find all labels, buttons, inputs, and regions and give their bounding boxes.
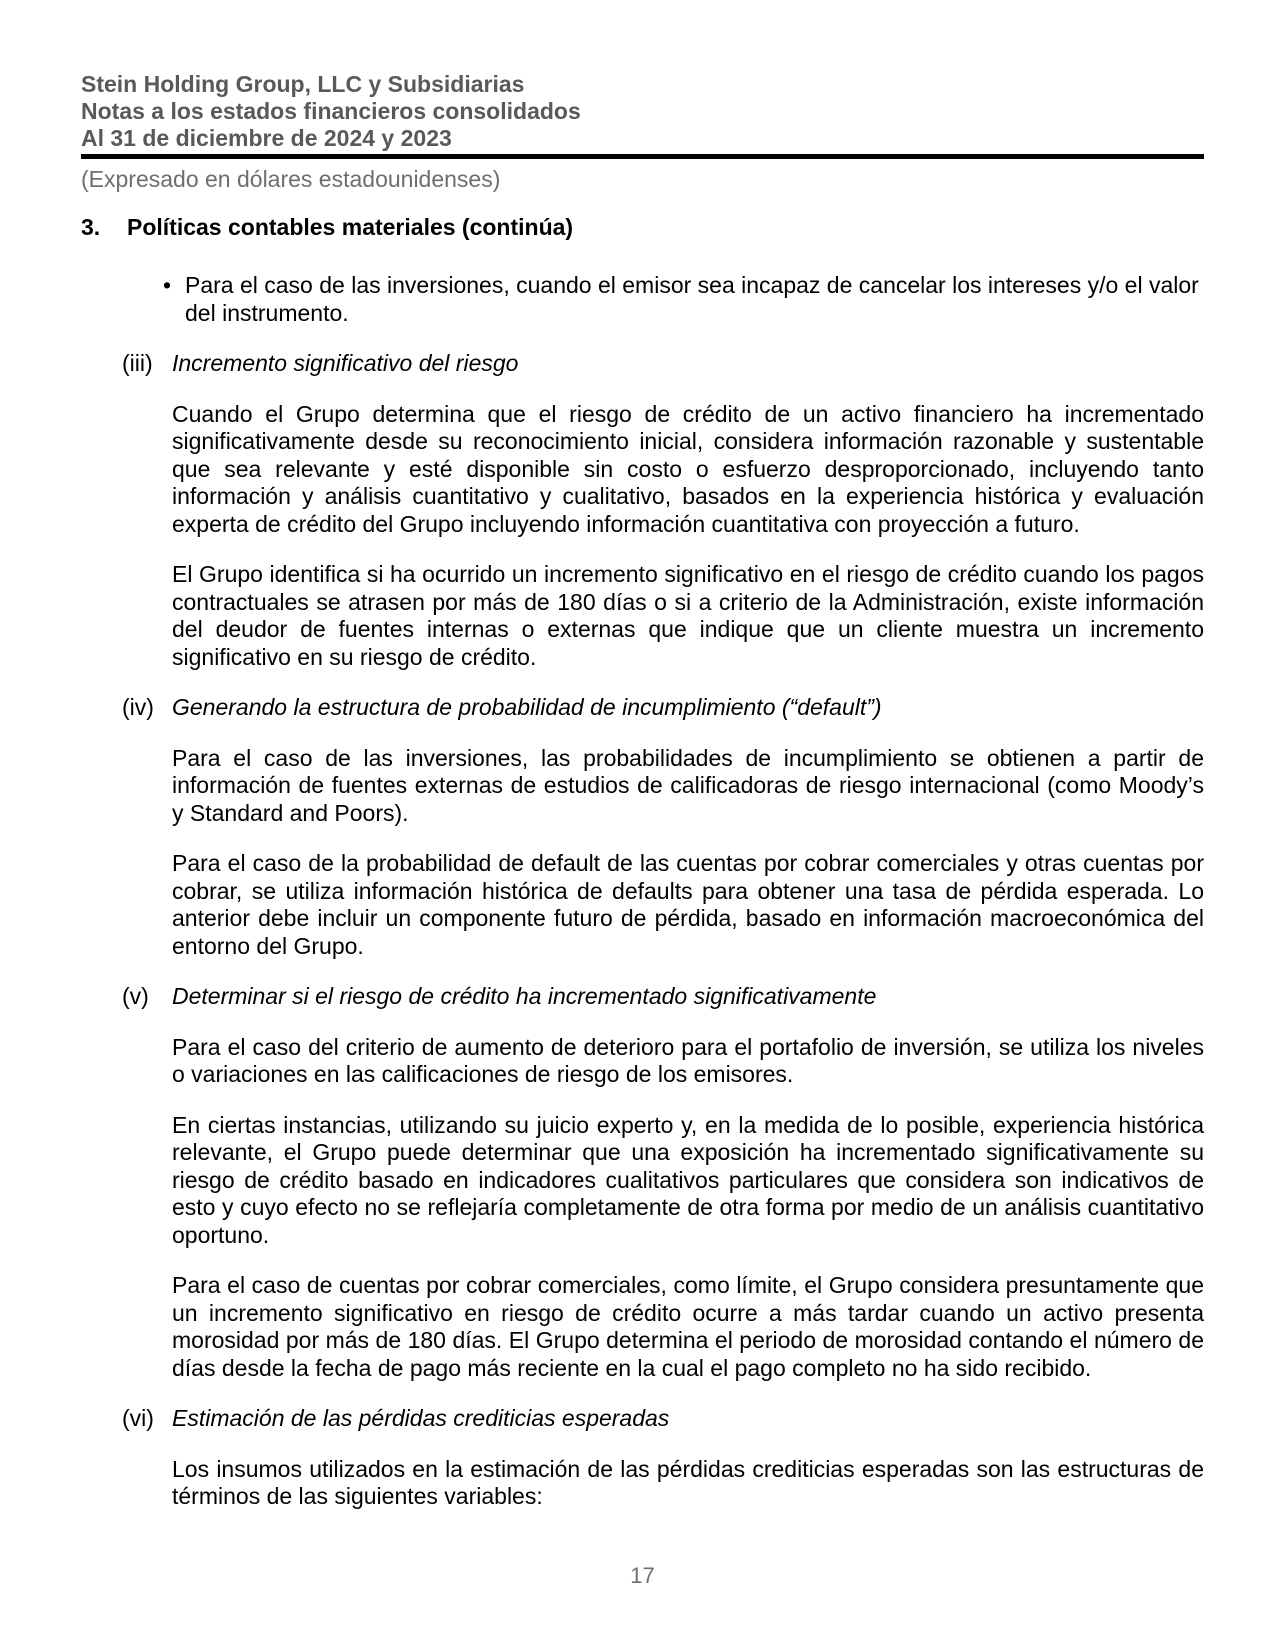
subsection-label: (v) — [122, 983, 149, 1009]
subsection-iv — [81, 694, 1204, 960]
bullet-icon: • — [163, 272, 172, 298]
header-rule — [81, 154, 1204, 159]
page-number: 17 — [630, 1563, 655, 1588]
subsection-title: Determinar si el riesgo de crédito ha incrementado significativamente — [172, 983, 877, 1009]
subsection-title: Incremento significativo del riesgo — [172, 350, 519, 376]
subsection-iii — [81, 350, 1204, 671]
paragraph: Los insumos utilizados en la estimación de las pérdidas crediticias esperadas son las estructuras de términos de las siguientes variables: — [172, 1455, 1204, 1509]
paragraph: Para el caso del criterio de aumento de deterioro para el portafolio de inversión, se utiliza los niveles o variaciones en las calificaciones de riesgo de los emisores. — [172, 1033, 1204, 1087]
paragraph: Para el caso de cuentas por cobrar comerciales, como límite, el Grupo considera presuntamente que un incremento significativo en riesgo de crédito ocurre a más tardar cuando un activo presenta morosidad por más de 180 días. El Grupo determina el periodo de morosidad contando el número de días desde la fecha de pago más reciente en la cual el pago completo no ha sido recibido. — [172, 1272, 1204, 1381]
subsection-heading — [122, 694, 1204, 722]
company-name: Stein Holding Group, LLC y Subsidiarias — [81, 71, 525, 97]
paragraph: Para el caso de las inversiones, las probabilidades de incumplimiento se obtienen a partir de información de fuentes externas de estudios de calificadoras de riesgo internacional (como Moody’s y Standard and Poors). — [172, 744, 1204, 826]
subsection-label: (iv) — [122, 694, 154, 720]
subsection-heading — [122, 983, 1204, 1011]
subsection-title: Generando la estructura de probabilidad de incumplimiento (“default”) — [172, 694, 882, 720]
paragraph: Para el caso de la probabilidad de default de las cuentas por cobrar comerciales y otras cuentas por cobrar, se utiliza información histórica de defaults para obtener una tasa de pérdida esperada. Lo anterior debe incluir un componente futuro de pérdida, basado en información macroeconómica del entorno del Grupo. — [172, 850, 1204, 959]
currency-note: (Expresado en dólares estadounidenses) — [81, 166, 501, 192]
subsection-label: (iii) — [122, 350, 153, 376]
subsection-label: (vi) — [122, 1405, 154, 1431]
paragraph: El Grupo identifica si ha ocurrido un incremento significativo en el riesgo de crédito cuando los pagos contractuales se atrasen por más de 180 días o si a criterio de la Administración, existe información del deudor de fuentes internas o externas que indique que un cliente muestra un incremento significativo en su riesgo de crédito. — [172, 561, 1204, 670]
section-title: Políticas contables materiales (continúa) — [127, 214, 574, 240]
bullet-text: Para el caso de las inversiones, cuando el emisor sea incapaz de cancelar los intereses y/o el valor del instrumento. — [185, 272, 1199, 326]
report-period: Al 31 de diciembre de 2024 y 2023 — [81, 125, 452, 151]
bullet-item — [163, 272, 1204, 327]
subsection-heading — [122, 350, 1204, 378]
subsection-v — [81, 983, 1204, 1382]
section-number: 3. — [81, 214, 101, 240]
paragraph: Cuando el Grupo determina que el riesgo de crédito de un activo financiero ha incrementado significativamente desde su reconocimiento inicial, considera información razonable y sustentable que sea relevante y esté disponible sin costo o esfuerzo desproporcionado, incluyendo tanto información y análisis cuantitativo y cualitativo, basados en la experiencia histórica y evaluación experta de crédito del Grupo incluyendo información cuantitativa con proyección a futuro. — [172, 400, 1204, 537]
subsection-vi — [81, 1405, 1204, 1511]
section-heading — [81, 214, 1204, 241]
subsection-title: Estimación de las pérdidas crediticias esperadas — [172, 1405, 670, 1431]
document-subtitle: Notas a los estados financieros consolidados — [81, 98, 581, 124]
subsection-heading — [122, 1405, 1204, 1433]
paragraph: En ciertas instancias, utilizando su juicio experto y, en la medida de lo posible, experiencia histórica relevante, el Grupo puede determinar que una exposición ha incrementado significativamente su riesgo de crédito basado en indicadores cualitativos particulares que considera son indicativos de esto y cuyo efecto no se reflejaría completamente de otra forma por medio de un análisis cuantitativo oportuno. — [172, 1111, 1204, 1248]
page-header — [81, 71, 1204, 192]
